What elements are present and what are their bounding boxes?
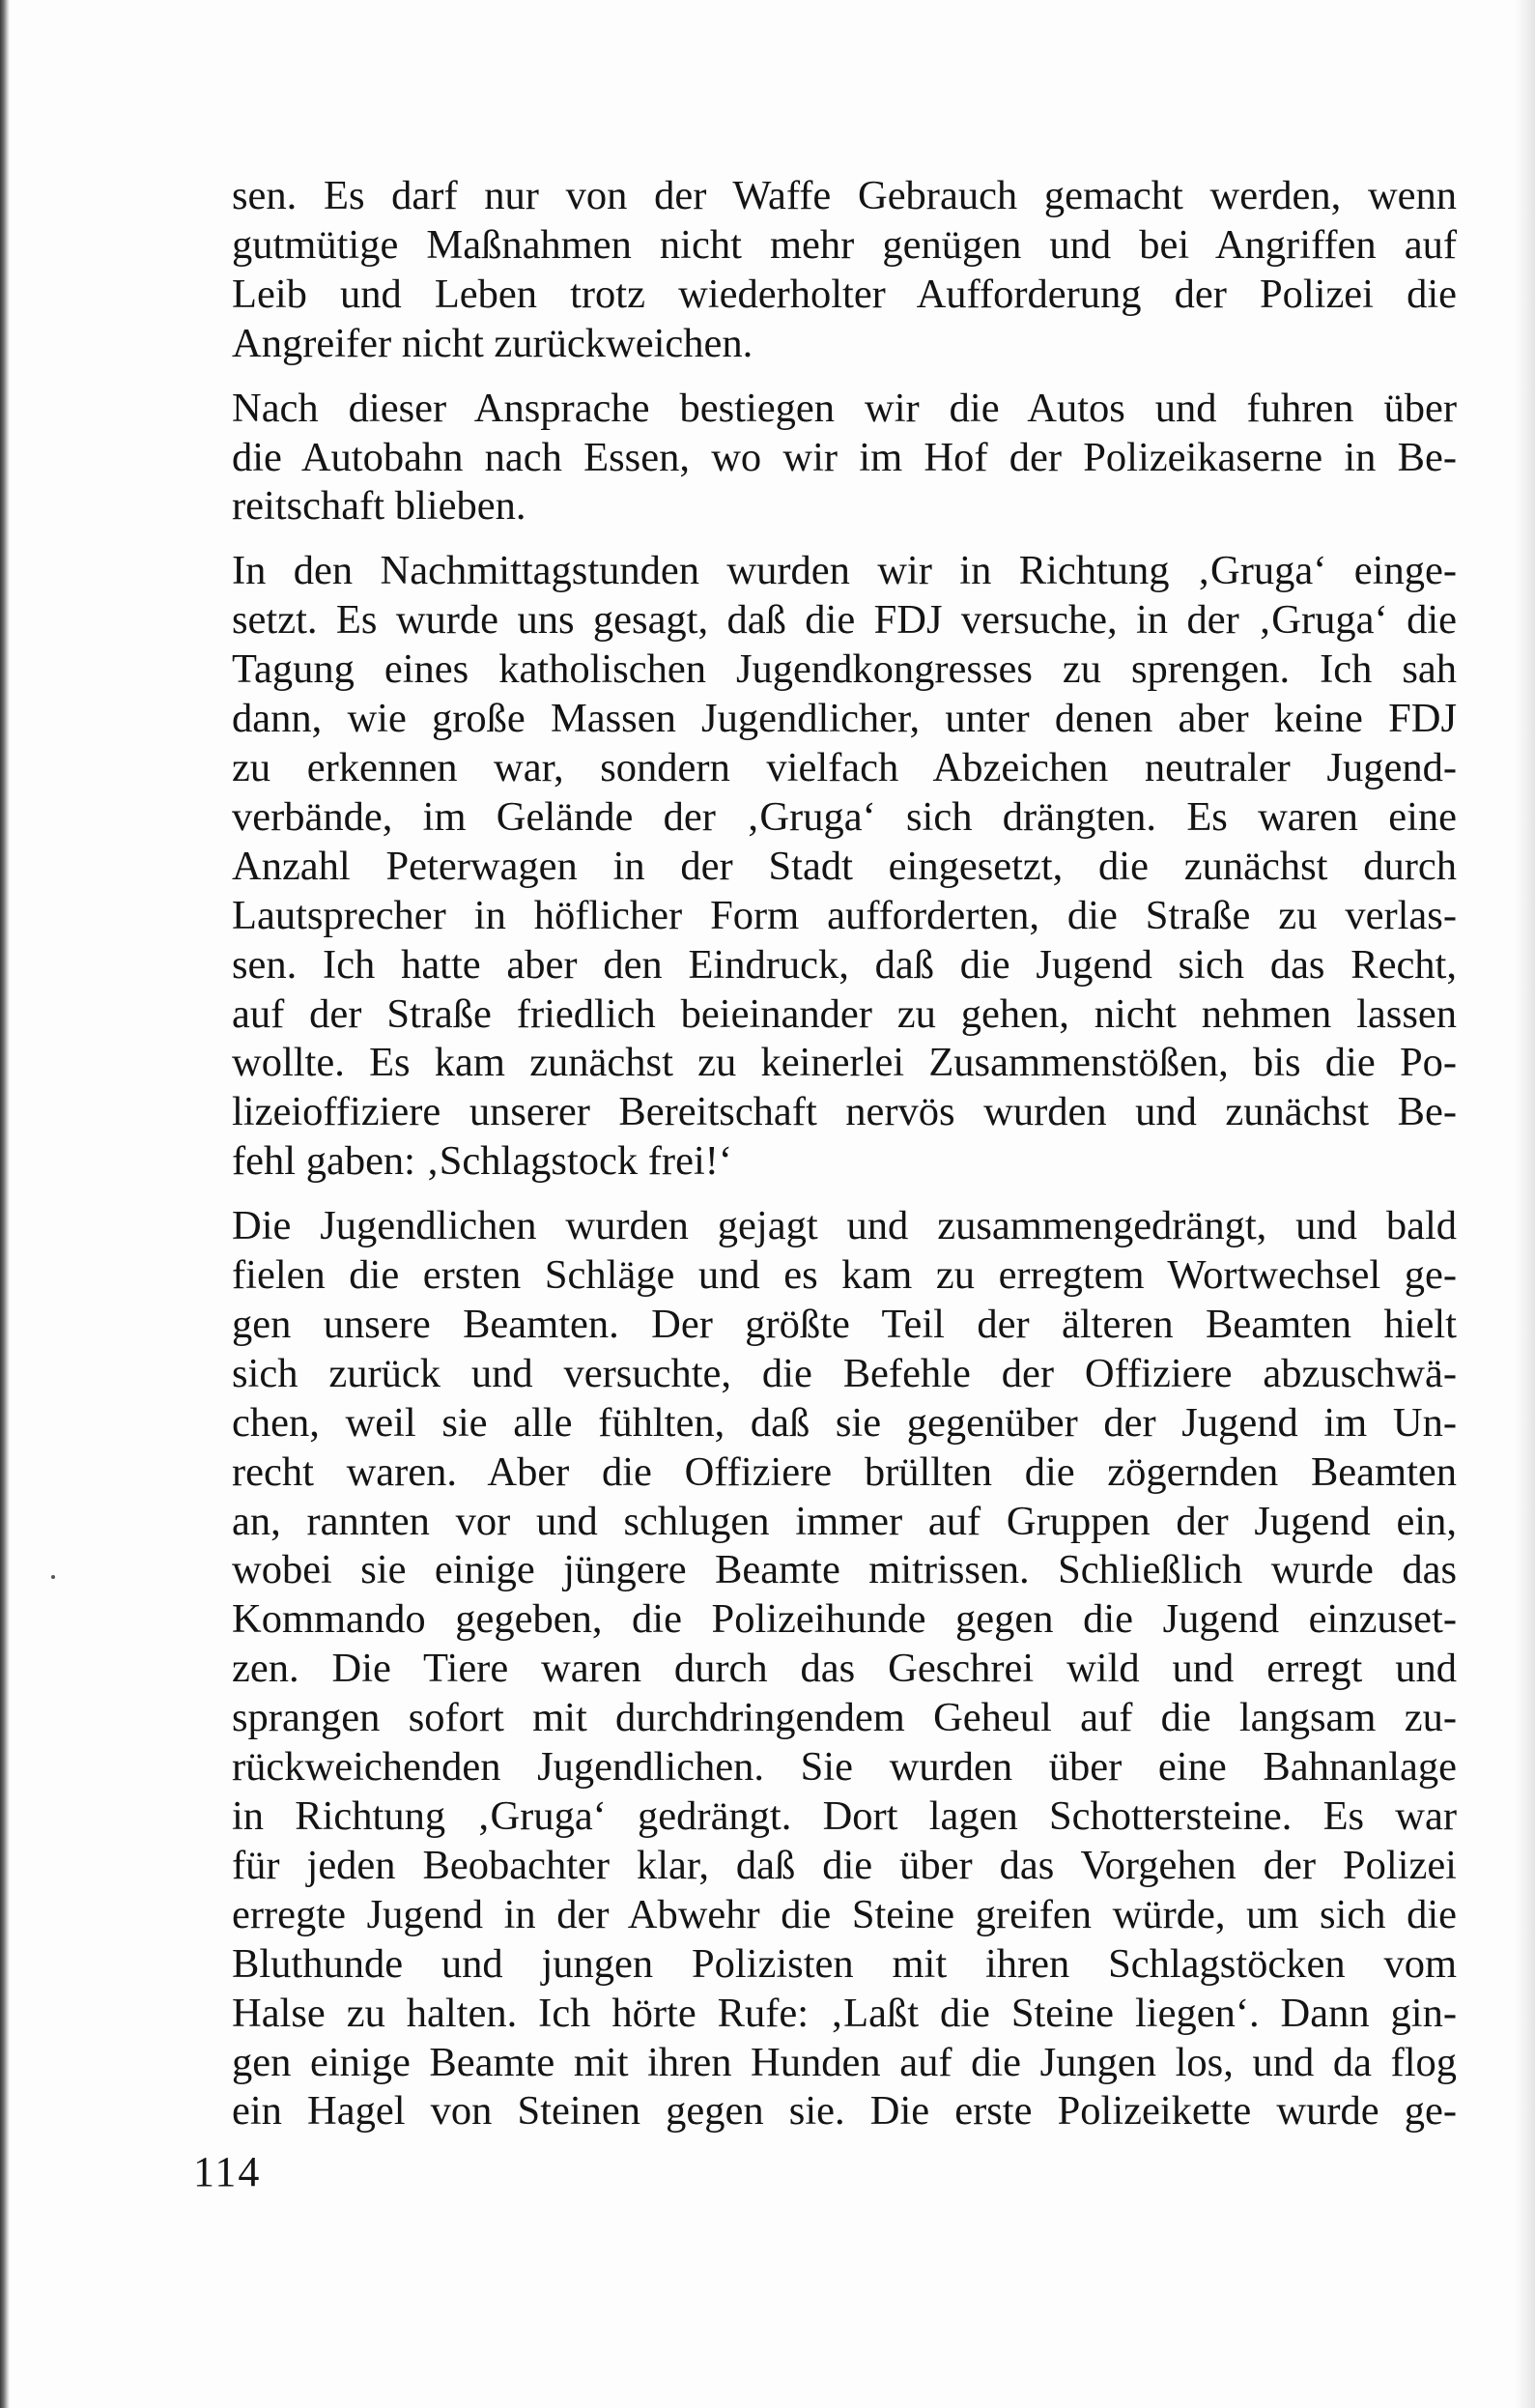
text-line: zen. Die Tiere waren durch das Geschrei wild und erregt und: [232, 1646, 1457, 1692]
text-line: sen. Ich hatte aber den Eindruck, daß die Jugend sich das Recht,: [232, 941, 1457, 988]
text-line: wobei sie einige jüngere Beamte mitrissen. Schließlich wurde das: [232, 1547, 1457, 1593]
text-line: Lautsprecher in höflicher Form aufforderten, die Straße zu verlas-: [232, 892, 1457, 938]
text-line: Nach dieser Ansprache bestiegen wir die Autos und fuhren über: [232, 385, 1457, 431]
text-line: gen unsere Beamten. Der größte Teil der älteren Beamten hielt: [232, 1301, 1457, 1347]
paragraph-2: [232, 385, 1457, 532]
text-line: sen. Es darf nur von der Waffe Gebrauch gemacht werden, wenn: [232, 173, 1457, 218]
text-line: gen einige Beamte mit ihren Hunden auf die Jungen los, und da flog: [232, 2039, 1457, 2085]
page-left-edge-shadow: [0, 0, 10, 2408]
text-line: rückweichenden Jugendlichen. Sie wurden über eine Bahnanlage: [232, 1744, 1457, 1791]
speck-mark: [51, 1575, 55, 1579]
text-line: sprangen sofort mit durchdringendem Geheul auf die langsam zu-: [232, 1695, 1457, 1741]
page-right-edge-shadow: [1514, 0, 1535, 2408]
text-line: die Autobahn nach Essen, wo wir im Hof der Polizeikaserne in Be-: [232, 434, 1457, 480]
text-line: fielen die ersten Schläge und es kam zu erregtem Wortwechsel ge-: [232, 1252, 1457, 1299]
text-line: gutmütige Maßnahmen nicht mehr genügen und bei Angriffen auf: [232, 221, 1457, 268]
text-line: auf der Straße friedlich beieinander zu gehen, nicht nehmen lassen: [232, 990, 1457, 1037]
text-line: verbände, im Gelände der ‚Gruga‘ sich drängten. Es waren eine: [232, 793, 1457, 840]
text-line: Tagung eines katholischen Jugendkongresses zu sprengen. Ich sah: [232, 646, 1457, 693]
text-line: Angreifer nicht zurückweichen.: [232, 320, 753, 366]
text-line: wollte. Es kam zunächst zu keinerlei Zusammenstößen, bis die Po-: [232, 1040, 1457, 1086]
text-line: in Richtung ‚Gruga‘ gedrängt. Dort lagen Schottersteine. Es war: [232, 1793, 1457, 1839]
body-text: [232, 172, 1457, 2152]
text-line: Kommando gegeben, die Polizeihunde gegen die Jugend einzuset-: [232, 1596, 1457, 1643]
text-line: Leib und Leben trotz wiederholter Aufforderung der Polizei die: [232, 271, 1457, 317]
paragraph-1: [232, 172, 1457, 369]
text-line: recht waren. Aber die Offiziere brüllten die zögernden Beamten: [232, 1448, 1457, 1495]
text-line: chen, weil sie alle fühlten, daß sie gegenüber der Jugend im Un-: [232, 1399, 1457, 1446]
page-number: 114: [193, 2148, 262, 2195]
paragraph-4: [232, 1202, 1457, 2136]
text-line: setzt. Es wurde uns gesagt, daß die FDJ versuche, in der ‚Gruga‘ die: [232, 597, 1457, 644]
paragraph-3: [232, 547, 1457, 1187]
text-line: In den Nachmittagstunden wurden wir in Richtung ‚Gruga‘ einge-: [232, 548, 1457, 594]
text-line: fehl gaben: ‚Schlagstock frei!‘: [232, 1138, 733, 1185]
text-line: reitschaft blieben.: [232, 483, 526, 530]
text-line: sich zurück und versuchte, die Befehle der Offiziere abzuschwä-: [232, 1350, 1457, 1396]
text-line: Halse zu halten. Ich hörte Rufe: ‚Laßt die Steine liegen‘. Dann gin-: [232, 1990, 1457, 2036]
text-line: zu erkennen war, sondern vielfach Abzeichen neutraler Jugend-: [232, 744, 1457, 790]
text-line: lizeioffiziere unserer Bereitschaft nervös wurden und zunächst Be-: [232, 1089, 1457, 1135]
text-line: erregte Jugend in der Abwehr die Steine greifen würde, um sich die: [232, 1891, 1457, 1937]
text-line: für jeden Beobachter klar, daß die über das Vorgehen der Polizei: [232, 1842, 1457, 1888]
text-line: ein Hagel von Steinen gegen sie. Die erste Polizeikette wurde ge-: [232, 2088, 1457, 2135]
text-line: Die Jugendlichen wurden gejagt und zusammengedrängt, und bald: [232, 1203, 1457, 1249]
text-line: dann, wie große Massen Jugendlicher, unter denen aber keine FDJ: [232, 696, 1457, 742]
text-line: Bluthunde und jungen Polizisten mit ihren Schlagstöcken vom: [232, 1940, 1457, 1987]
text-line: an, rannten vor und schlugen immer auf Gruppen der Jugend ein,: [232, 1498, 1457, 1544]
text-line: Anzahl Peterwagen in der Stadt eingesetzt, die zunächst durch: [232, 843, 1457, 889]
